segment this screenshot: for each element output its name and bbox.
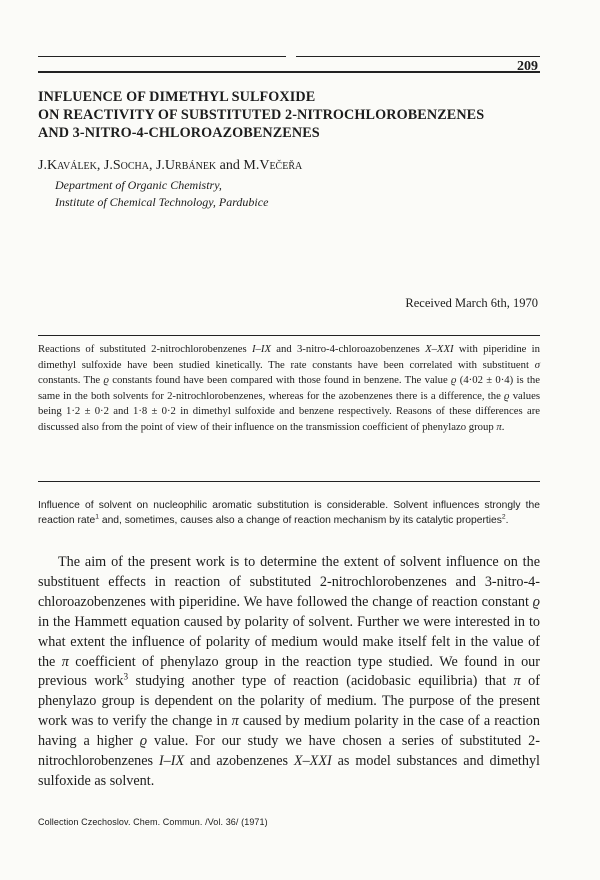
- author-initial: M.: [243, 158, 260, 173]
- reference-marker: 3: [123, 671, 129, 682]
- article-title: [38, 88, 558, 142]
- author-name: Kaválek: [46, 158, 97, 173]
- title-line: AND 3-NITRO-4-CHLOROAZOBENZENES: [38, 125, 320, 141]
- author-name: Socha: [112, 158, 149, 173]
- author-initial: J.: [103, 158, 113, 173]
- author-name: Večeřa: [259, 158, 303, 173]
- intro-paragraph: Influence of solvent on nucleophilic aromatic substitution is considerable. Solvent influences strongly the reaction rate$^1$ and, sometimes, causes also a change of reaction mechanism by its catalytic properties$^2$.: [38, 500, 540, 526]
- abstract-rule-top: [38, 335, 540, 336]
- header-rule-left: [38, 56, 286, 57]
- title-line: ON REACTIVITY OF SUBSTITUTED 2-NITROCHLOROBENZENES: [38, 107, 485, 123]
- page-number: 209: [517, 59, 538, 74]
- header-rule-bottom: [38, 71, 540, 73]
- reference-marker: 1: [95, 513, 99, 521]
- title-line: INFLUENCE OF DIMETHYL SULFOXIDE: [38, 89, 316, 105]
- author-initial: J.: [155, 158, 165, 173]
- abstract-rule-bottom: [38, 481, 540, 482]
- body-paragraph: The aim of the present work is to determine the extent of solvent influence on the substituent effects in reaction of substituted 2-nitrochlorobenzenes and 3-nitro-4-chloroazobenzenes with piperidine. We have followed the change of reaction constant ϱ in the Hammett equation caused by polarity of solvent. Further we were interested in to what extent the influence of polarity of medium would make itself felt in the value of the π coefficient of phenylazo group in the reaction type studied. We found in our previous work$^3$ studying another type of reaction (acidobasic equilibria) that π of phenylazo group is dependent on the polarity of medium. The purpose of the present work was to verify the change in π caused by medium polarity in the case of a reaction having a higher ϱ value. For our study we have chosen a series of substituted 2-nitrochlorobenzenes I–IX and azobenzenes X–XXI as model substances and dimethyl sulfoxide as solvent.: [38, 554, 541, 789]
- author-list: J.Kaválek, J.Socha, J.Urbánek and M.Večeřa: [38, 158, 303, 173]
- header-rule-right: [296, 56, 540, 57]
- received-date: Received March 6th, 1970: [405, 296, 538, 310]
- author-conjunction: and: [219, 158, 240, 173]
- author-name: Urbánek: [164, 158, 217, 173]
- affiliation-line: Institute of Chemical Technology, Pardubice: [55, 195, 269, 209]
- abstract: Reactions of substituted 2-nitrochlorobenzenes I–IX and 3-nitro-4-chloroazobenzenes X–XXI with piperidine in dimethyl sulfoxide have been studied kinetically. The rate constants have been correlated with substituent σ constants. The ϱ constants found have been compared with those found in benzene. The value ϱ (4·02 ± 0·4) is the same in the both solvents for 2-nitrochlorobenzenes, whereas for the azobenzenes there is a difference, the ϱ values being 1·2 ± 0·2 and 1·8 ± 0·2 in dimethyl sulfoxide and benzene respectively. Reasons of these differences are discussed also from the point of view of their influence on the transmission coefficient of phenylazo group π.: [38, 343, 540, 433]
- reference-marker: 2: [501, 513, 506, 521]
- author-initial: J.: [38, 158, 47, 173]
- journal-footer: Collection Czechoslov. Chem. Commun. /Vol. 36/ (1971): [38, 817, 268, 827]
- affiliation-line: Department of Organic Chemistry,: [55, 178, 222, 192]
- affiliation: [55, 177, 268, 211]
